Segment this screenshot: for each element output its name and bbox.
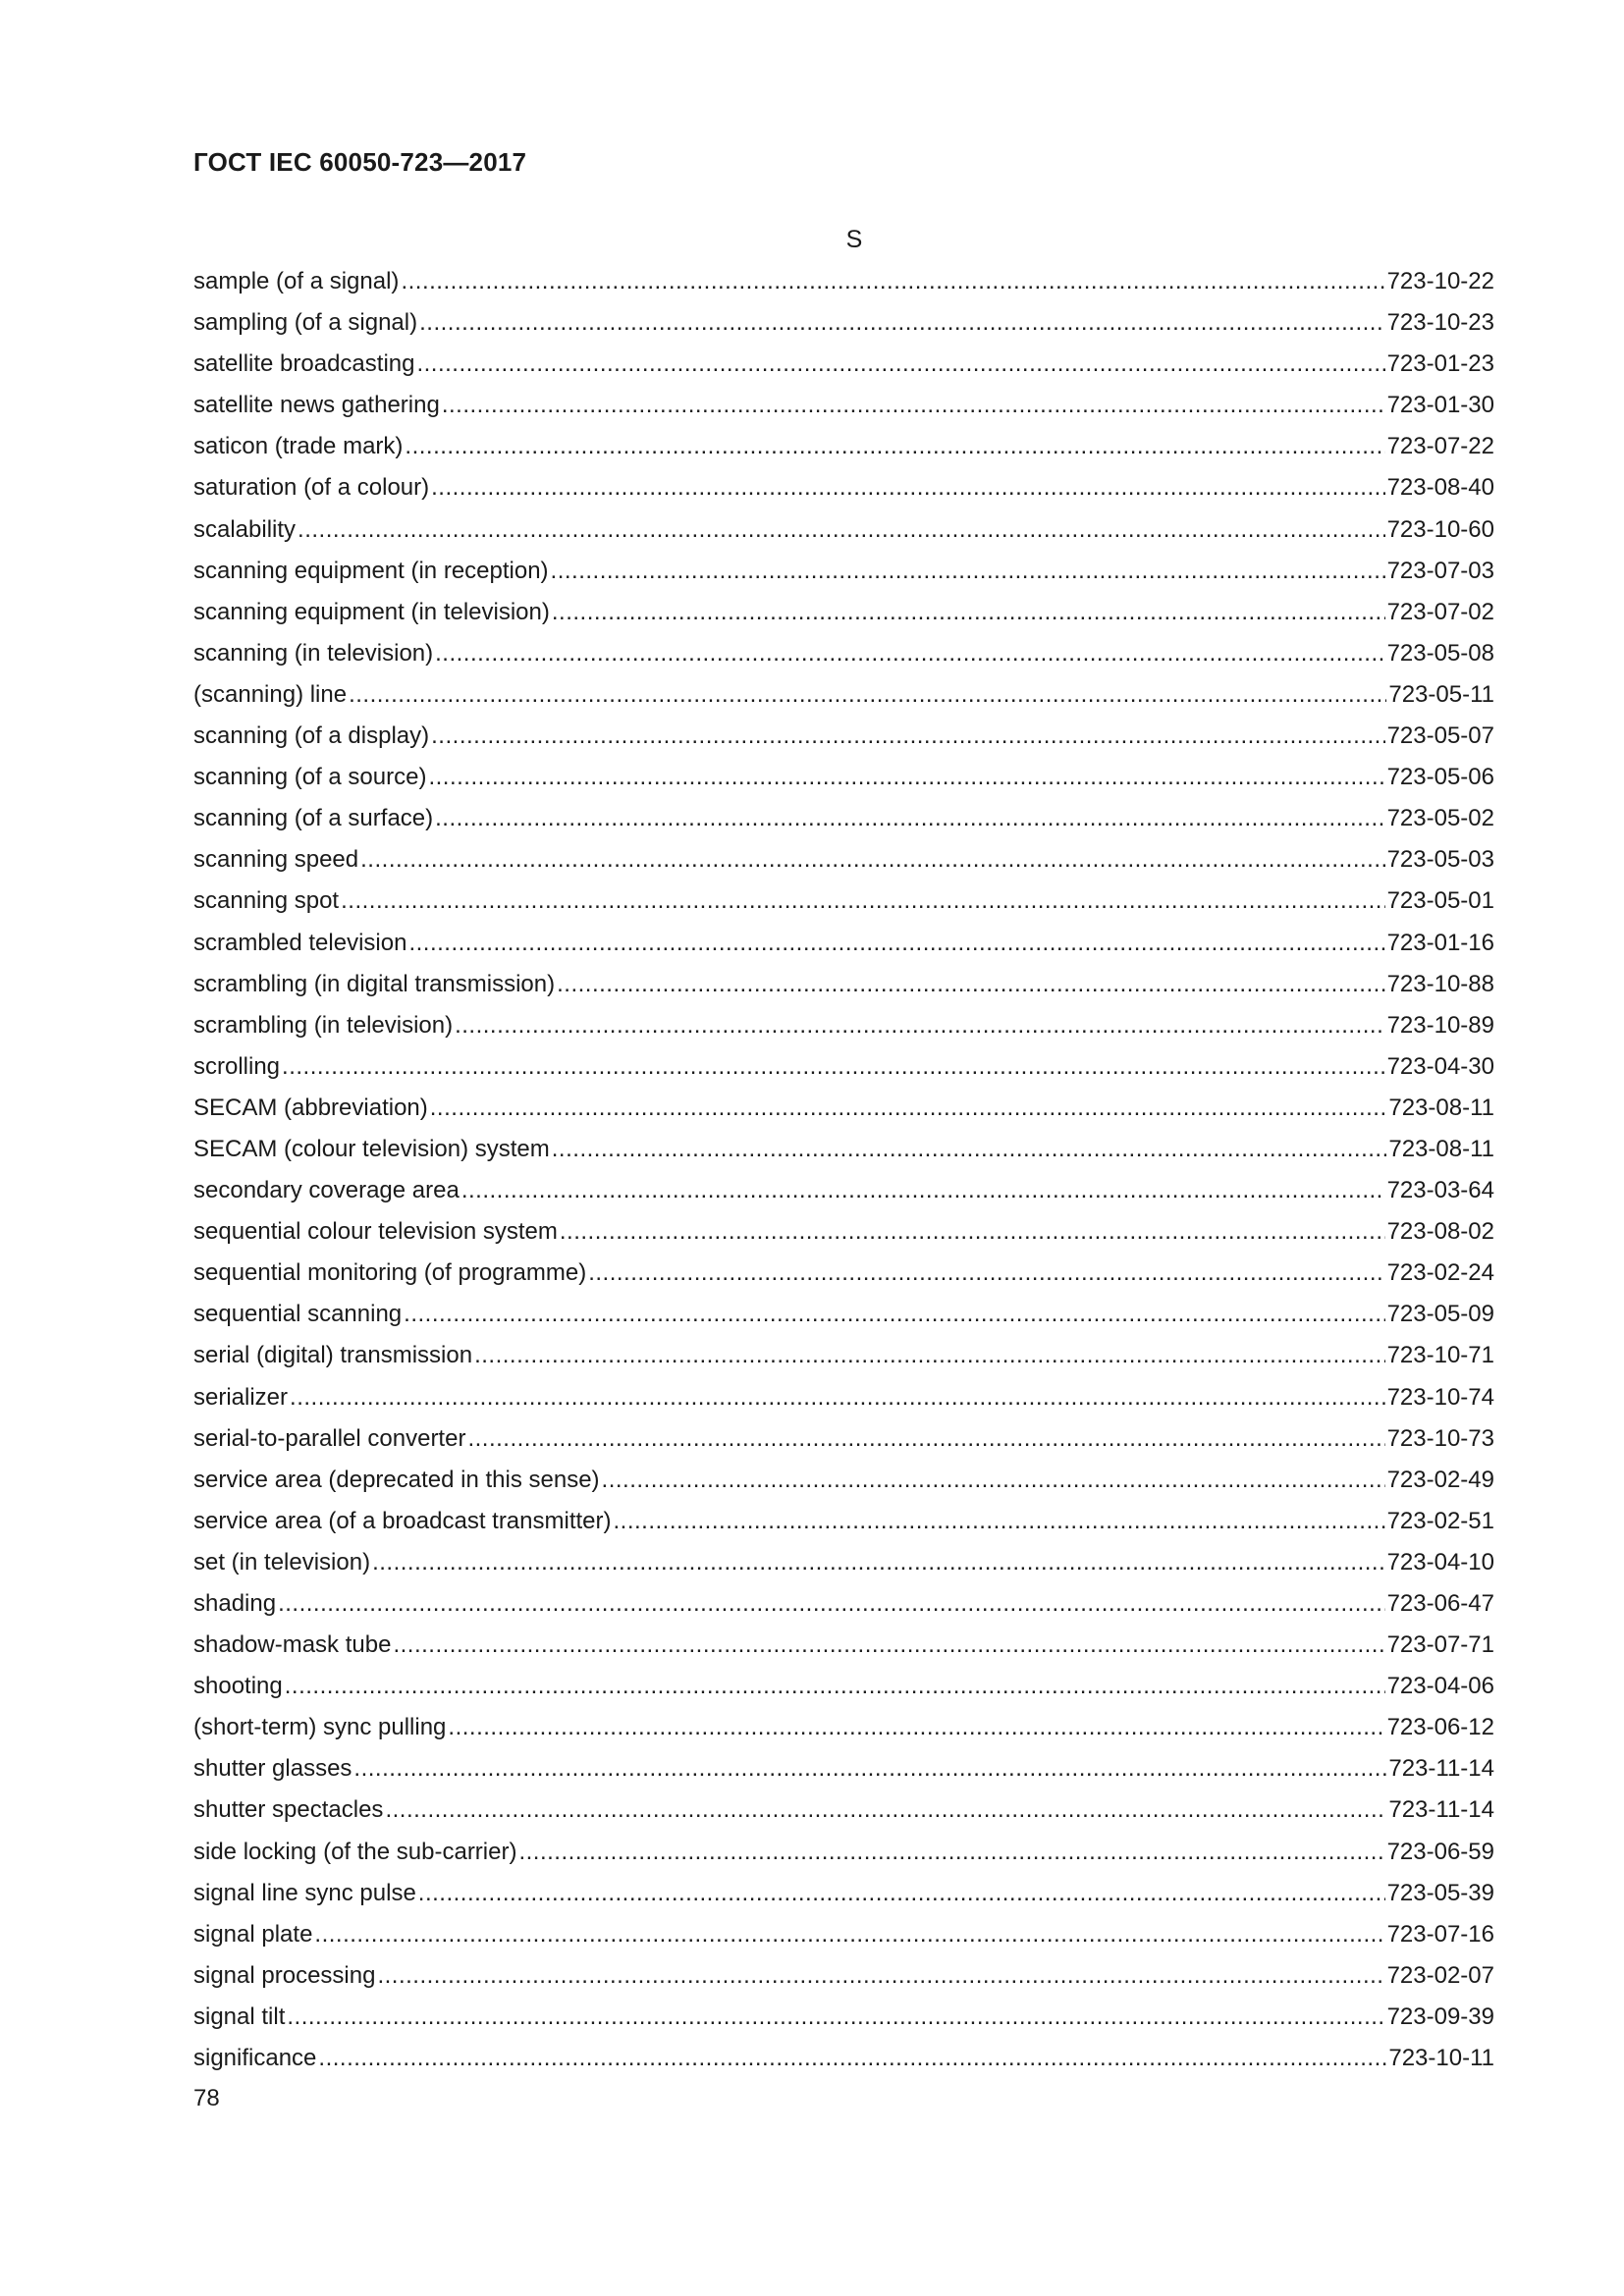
index-entry — [193, 1176, 1494, 1217]
index-entry — [193, 1300, 1494, 1341]
index-entry — [193, 845, 1494, 886]
index-term: shutter spectacles — [193, 1796, 384, 1824]
index-term: shadow-mask tube — [193, 1631, 392, 1659]
dot-leader — [341, 886, 1384, 916]
index-entry — [193, 1795, 1494, 1837]
index-term-code: 723-08-11 — [1388, 1135, 1494, 1162]
index-term: sequential colour television system — [193, 1218, 558, 1246]
index-entry — [193, 1011, 1494, 1052]
index-entry — [193, 2044, 1494, 2085]
index-term: significance — [193, 2045, 317, 2072]
index-term-code: 723-05-08 — [1386, 639, 1494, 667]
index-term-code: 723-06-59 — [1386, 1838, 1494, 1865]
index-term: set (in television) — [193, 1548, 371, 1575]
dot-leader — [442, 391, 1385, 420]
dot-leader — [518, 1838, 1384, 1867]
index-entry — [193, 1258, 1494, 1300]
dot-leader — [552, 1135, 1387, 1164]
index-term-code: 723-05-02 — [1386, 805, 1494, 832]
index-term-code: 723-02-24 — [1386, 1259, 1494, 1287]
index-entry — [193, 1341, 1494, 1382]
index-term: scanning spot — [193, 887, 340, 915]
index-entry — [193, 970, 1494, 1011]
index-term: scanning (of a surface) — [193, 805, 434, 832]
dot-leader — [385, 1795, 1386, 1825]
index-entry — [193, 929, 1494, 970]
index-entry — [193, 598, 1494, 639]
dot-leader — [467, 1424, 1384, 1454]
index-term: scanning equipment (in reception) — [193, 557, 549, 584]
index-term: sample (of a signal) — [193, 268, 400, 294]
index-entry — [193, 721, 1494, 763]
index-entry — [193, 267, 1494, 308]
index-term-code: 723-08-11 — [1388, 1094, 1494, 1121]
index-term-code: 723-05-39 — [1386, 1879, 1494, 1906]
index-term-code: 723-10-22 — [1386, 268, 1494, 294]
index-term: sequential scanning — [193, 1301, 403, 1328]
index-entry — [193, 1754, 1494, 1795]
index-term: serializer — [193, 1383, 289, 1411]
index-term-code: 723-02-51 — [1386, 1507, 1494, 1534]
index-term: service area (deprecated in this sense) — [193, 1466, 600, 1493]
index-term-code: 723-07-03 — [1386, 557, 1494, 584]
dot-leader — [428, 763, 1384, 792]
dot-leader — [401, 267, 1384, 296]
index-entry — [193, 1920, 1494, 1961]
index-entry — [193, 1507, 1494, 1548]
dot-leader — [435, 804, 1384, 833]
dot-leader — [614, 1507, 1385, 1536]
index-entry — [193, 1713, 1494, 1754]
index-term-code: 723-07-71 — [1386, 1631, 1494, 1659]
index-entry — [193, 1466, 1494, 1507]
index-term: scanning (in television) — [193, 639, 434, 667]
index-term-code: 723-09-39 — [1386, 2002, 1494, 2030]
index-term: saturation (of a colour) — [193, 474, 430, 502]
dot-leader — [431, 721, 1384, 751]
dot-leader — [282, 1052, 1385, 1082]
dot-leader — [431, 473, 1384, 503]
dot-leader — [602, 1466, 1385, 1495]
index-term-code: 723-04-06 — [1386, 1673, 1494, 1700]
index-entry — [193, 515, 1494, 557]
index-term-code: 723-05-07 — [1386, 722, 1494, 750]
index-term-code: 723-10-23 — [1386, 309, 1494, 337]
dot-leader — [557, 970, 1384, 999]
index-term: scrolling — [193, 1052, 281, 1080]
index-term-code: 723-10-60 — [1386, 515, 1494, 543]
index-term-code: 723-11-14 — [1388, 1796, 1494, 1824]
index-term: secondary coverage area — [193, 1177, 460, 1204]
index-term: serial-to-parallel converter — [193, 1424, 466, 1452]
index-term-code: 723-05-01 — [1386, 887, 1494, 915]
index-term-code: 723-06-12 — [1386, 1714, 1494, 1741]
dot-leader — [290, 1383, 1385, 1413]
index-term: scalability — [193, 515, 297, 543]
index-entry — [193, 1217, 1494, 1258]
dot-leader — [353, 1754, 1386, 1784]
dot-leader — [419, 308, 1384, 338]
index-term: saticon (trade mark) — [193, 433, 404, 460]
dot-leader — [349, 680, 1386, 710]
index-term-code: 723-05-11 — [1388, 680, 1494, 708]
index-entry — [193, 391, 1494, 432]
dot-leader — [552, 598, 1385, 627]
dot-leader — [455, 1011, 1384, 1041]
index-term: (short-term) sync pulling — [193, 1714, 447, 1741]
index-term-code: 723-07-16 — [1386, 1920, 1494, 1948]
index-term: service area (of a broadcast transmitter) — [193, 1507, 612, 1534]
index-term-code: 723-02-07 — [1386, 1961, 1494, 1989]
index-term: SECAM (colour television) system — [193, 1135, 550, 1162]
dot-leader — [314, 1920, 1384, 1949]
dot-leader — [404, 1300, 1384, 1329]
index-term-code: 723-10-74 — [1386, 1383, 1494, 1411]
index-entry — [193, 557, 1494, 598]
dot-leader — [588, 1258, 1384, 1288]
index-term-code: 723-05-06 — [1386, 764, 1494, 791]
dot-leader — [435, 639, 1384, 668]
index-term-code: 723-01-16 — [1386, 929, 1494, 956]
index-term: scanning equipment (in television) — [193, 598, 550, 625]
index-term: signal line sync pulse — [193, 1879, 416, 1906]
section-letter: S — [845, 226, 863, 253]
dot-leader — [551, 557, 1385, 586]
index-entry — [193, 639, 1494, 680]
index-entry — [193, 1589, 1494, 1630]
index-term: sampling (of a signal) — [193, 309, 418, 337]
index-term: serial (digital) transmission — [193, 1342, 473, 1369]
dot-leader — [405, 432, 1384, 461]
index-term: satellite news gathering — [193, 392, 440, 419]
index-entry — [193, 804, 1494, 845]
index-entry — [193, 473, 1494, 514]
dot-leader — [560, 1217, 1385, 1247]
index-term: signal tilt — [193, 2002, 286, 2030]
index-entry — [193, 349, 1494, 391]
index-entry — [193, 1630, 1494, 1672]
index-entry — [193, 886, 1494, 928]
index-term-code: 723-04-10 — [1386, 1548, 1494, 1575]
index-entry — [193, 1838, 1494, 1879]
index-term: scrambling (in television) — [193, 1011, 454, 1039]
index-term-code: 723-01-30 — [1386, 392, 1494, 419]
index-entry — [193, 2002, 1494, 2044]
index-entry — [193, 1135, 1494, 1176]
index-entry — [193, 1672, 1494, 1713]
index-term-code: 723-06-47 — [1386, 1590, 1494, 1617]
dot-leader — [372, 1548, 1385, 1577]
index-term-code: 723-05-03 — [1386, 846, 1494, 874]
index-term: scrambling (in digital transmission) — [193, 970, 556, 997]
index-term-code: 723-10-89 — [1386, 1011, 1494, 1039]
index-term: scanning speed — [193, 846, 359, 874]
index-entry — [193, 1052, 1494, 1094]
dot-leader — [287, 2002, 1384, 2032]
index-term: (scanning) line — [193, 680, 348, 708]
index-term-code: 723-04-30 — [1386, 1052, 1494, 1080]
index-term-code: 723-07-02 — [1386, 598, 1494, 625]
index-entry — [193, 1383, 1494, 1424]
index-term-code: 723-01-23 — [1386, 350, 1494, 378]
index-term-code: 723-05-09 — [1386, 1301, 1494, 1328]
dot-leader — [298, 515, 1385, 545]
index-term-code: 723-10-73 — [1386, 1424, 1494, 1452]
dot-leader — [474, 1341, 1384, 1370]
index-term: SECAM (abbreviation) — [193, 1094, 428, 1121]
dot-leader — [377, 1961, 1384, 1991]
index-term: signal processing — [193, 1961, 376, 1989]
index-term-code: 723-08-40 — [1386, 474, 1494, 502]
index-entry — [193, 680, 1494, 721]
index-entry — [193, 308, 1494, 349]
index-entry — [193, 432, 1494, 473]
index-entry — [193, 1961, 1494, 2002]
term-index-list — [193, 267, 1494, 2085]
index-term: side locking (of the sub-carrier) — [193, 1838, 517, 1865]
dot-leader — [418, 1879, 1385, 1908]
index-entry — [193, 1879, 1494, 1920]
index-term-code: 723-10-71 — [1386, 1342, 1494, 1369]
page-number: 78 — [193, 2085, 220, 2111]
index-term: sequential monitoring (of programme) — [193, 1259, 587, 1287]
dot-leader — [285, 1672, 1385, 1701]
index-entry — [193, 1424, 1494, 1466]
index-term-code: 723-10-88 — [1386, 970, 1494, 997]
index-term: satellite broadcasting — [193, 350, 415, 378]
standard-designation: ГОСТ IEC 60050-723—2017 — [193, 147, 527, 177]
index-term: shading — [193, 1590, 277, 1617]
index-term: shooting — [193, 1673, 283, 1700]
dot-leader — [360, 845, 1384, 875]
index-term-code: 723-03-64 — [1386, 1177, 1494, 1204]
dot-leader — [416, 349, 1384, 379]
index-term: shutter glasses — [193, 1755, 352, 1783]
index-entry — [193, 763, 1494, 804]
index-term-code: 723-08-02 — [1386, 1218, 1494, 1246]
index-entry — [193, 1548, 1494, 1589]
index-term: scanning (of a display) — [193, 722, 430, 750]
dot-leader — [408, 929, 1384, 958]
index-term-code: 723-10-11 — [1388, 2045, 1494, 2072]
index-entry — [193, 1094, 1494, 1135]
dot-leader — [318, 2044, 1386, 2073]
dot-leader — [448, 1713, 1384, 1742]
index-term-code: 723-02-49 — [1386, 1466, 1494, 1493]
dot-leader — [278, 1589, 1385, 1619]
dot-leader — [461, 1176, 1385, 1205]
dot-leader — [393, 1630, 1384, 1660]
index-term-code: 723-07-22 — [1386, 433, 1494, 460]
index-term: signal plate — [193, 1920, 313, 1948]
dot-leader — [430, 1094, 1387, 1123]
index-term-code: 723-11-14 — [1388, 1755, 1494, 1783]
index-term: scrambled television — [193, 929, 407, 956]
index-term: scanning (of a source) — [193, 764, 427, 791]
